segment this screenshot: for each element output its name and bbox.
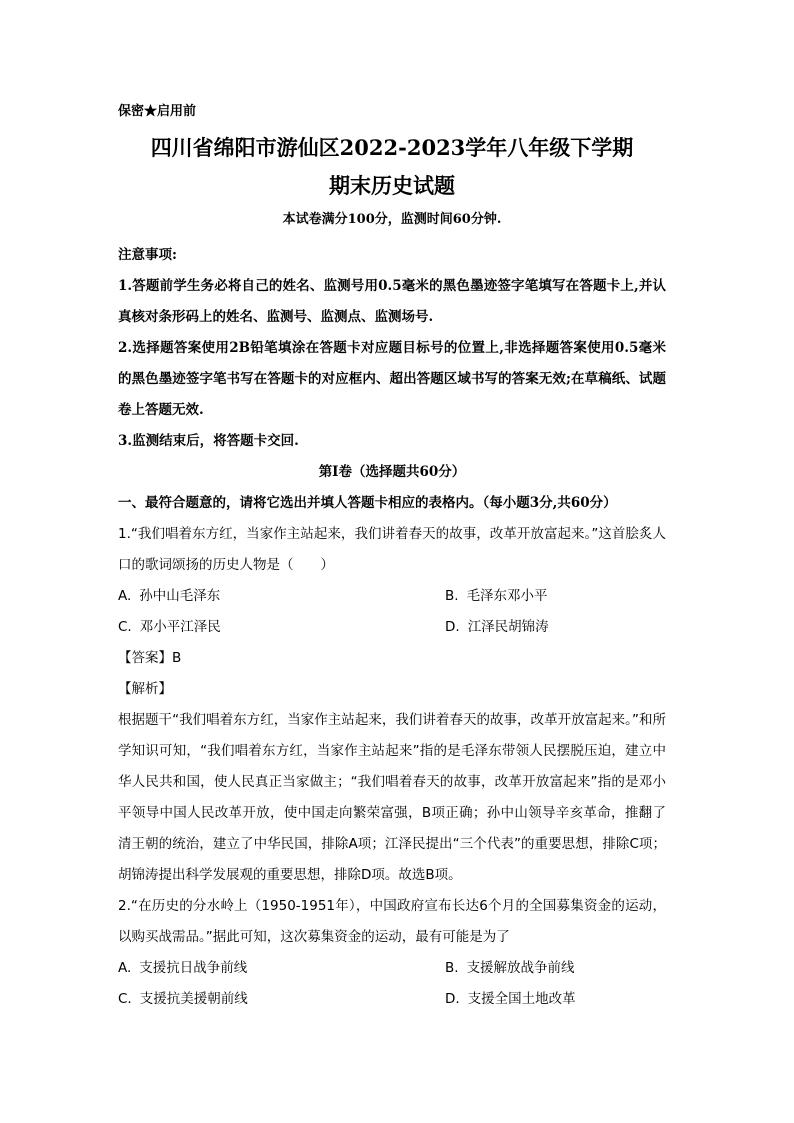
note-item-2: 2.选择题答案使用2B铅笔填涂在答题卡对应题目标号的位置上,非选择题答案使用0.5毫米的黑色墨迹签字笔书写在答题卡的对应框内、超出答题区域书写的答案无效;在草稿纸、试题卷上答题无效. xyxy=(118,340,666,418)
option-text: 江泽民胡锦涛 xyxy=(467,619,549,635)
option-key: A. xyxy=(118,960,132,976)
option-text: 支援全国土地改革 xyxy=(467,991,576,1007)
option-key: B. xyxy=(445,960,459,976)
question-1-stem: 1.“我们唱着东方红，当家作主站起来，我们讲着春天的故事，改革开放富起来。”这首脍炙人口的歌词颂扬的历史人物是（ ） xyxy=(118,526,666,573)
question-2-options xyxy=(118,953,666,1015)
option-text: 毛泽东邓小平 xyxy=(466,588,548,604)
note-item-1: 1.答题前学生务必将自己的姓名、监测号用0.5毫米的黑色墨迹签字笔填写在答题卡上,并认真核对条形码上的姓名、监测号、监测点、监测场号. xyxy=(118,278,666,325)
option-key: B. xyxy=(445,588,459,604)
option-text: 邓小平江泽民 xyxy=(139,619,221,635)
question-1-options xyxy=(118,581,666,643)
option-text: 支援解放战争前线 xyxy=(466,960,575,976)
section-title: 第I卷（选择题共60分） xyxy=(318,464,466,480)
question-2-option-a xyxy=(118,953,445,984)
question-1-analysis: 根据题干“我们唱着东方红，当家作主站起来，我们讲着春天的故事，改革开放富起来。”和所学知识可知，“我们唱着东方红，当家作主站起来”指的是毛泽东带领人民摆脱压迫，建立中华人民共和国，使人民真正当家做主；“我们唱着春天的故事，改革开放富起来”指的是邓小平领导中国人民改革开放，使中国走向繁荣富强，B项正确；孙中山领导辛亥革命，推翻了清王朝的统治，建立了中华民国，排除A项；江泽民提出“三个代表”的重要思想，排除C项；胡锦涛提出科学发展观的重要思想，排除D项。故选B项。 xyxy=(118,712,666,883)
option-key: C. xyxy=(118,619,132,635)
exam-intro: 本试卷满分100分，监测时间60分钟. xyxy=(282,212,502,227)
question-2-option-b xyxy=(445,953,666,984)
option-key: D. xyxy=(445,991,460,1007)
question-1-option-a xyxy=(118,581,445,612)
exam-title-line2: 期末历史试题 xyxy=(329,173,455,198)
note-item-3: 3.监测结束后，将答题卡交回. xyxy=(118,433,299,449)
option-key: D. xyxy=(445,619,460,635)
option-text: 支援抗日战争前线 xyxy=(139,960,248,976)
question-1-option-c xyxy=(118,612,445,643)
section-instruction: 一、最符合题意的，请将它选出并填人答题卡相应的表格内。（每小题3分,共60分） xyxy=(118,495,617,511)
question-1-option-d xyxy=(445,612,666,643)
question-2-option-c xyxy=(118,984,445,1015)
option-key: A. xyxy=(118,588,132,604)
notes-heading: 注意事项: xyxy=(118,247,177,263)
option-text: 孙中山毛泽东 xyxy=(139,588,221,604)
question-2-stem: 2.“在历史的分水岭上（1950-1951年），中国政府宣布长达6个月的全国募集资金的运动，以购买战需品。”据此可知，这次募集资金的运动，最有可能是为了 xyxy=(118,898,666,945)
question-1-option-b xyxy=(445,581,666,612)
question-1-analysis-label: 【解析】 xyxy=(118,681,172,697)
question-1-answer: 【答案】B xyxy=(118,650,182,666)
secret-mark: 保密★启用前 xyxy=(118,104,197,119)
option-text: 支援抗美援朝前线 xyxy=(139,991,248,1007)
exam-title-line1: 四川省绵阳市游仙区2022-2023学年八年级下学期 xyxy=(150,135,634,160)
option-key: C. xyxy=(118,991,132,1007)
document-content xyxy=(118,102,666,1015)
question-2-option-d xyxy=(445,984,666,1015)
